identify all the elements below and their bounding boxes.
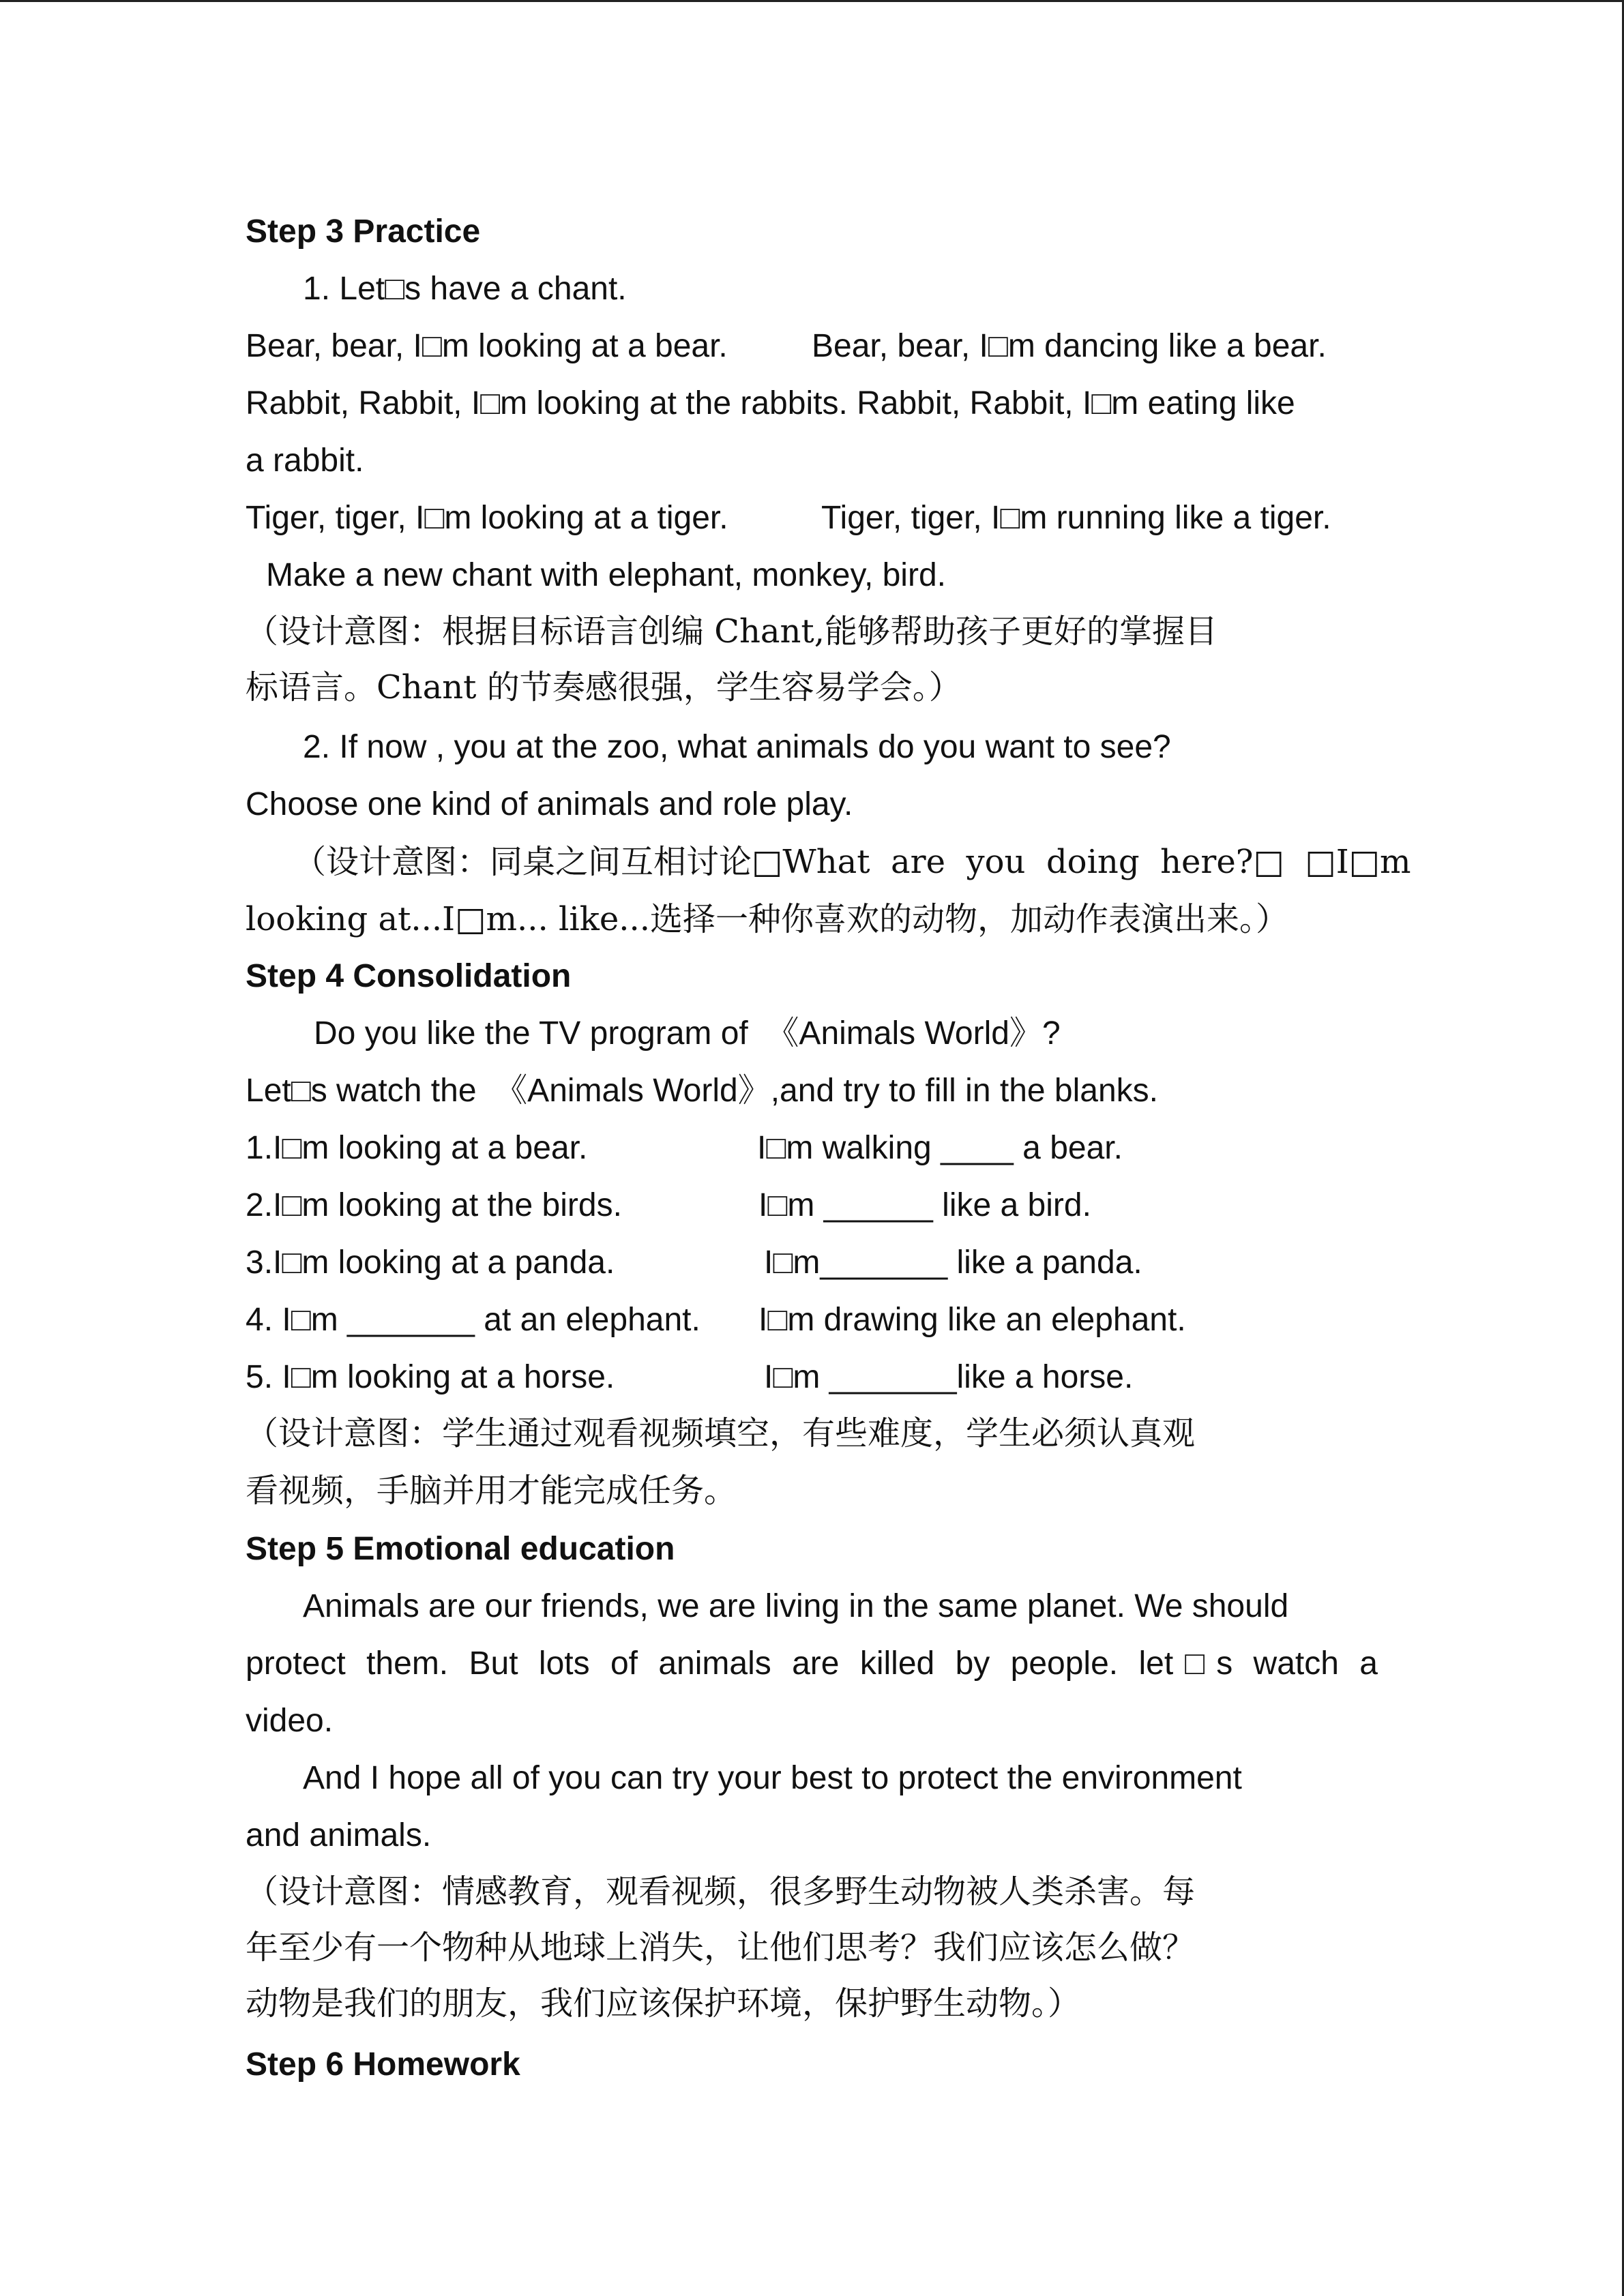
blank-row-1-right: I□m walking ____ a bear. xyxy=(757,1130,1123,1166)
blank-row-5-right: I□m _______like a horse. xyxy=(764,1359,1134,1395)
design-note-3-line1: （设计意图：学生通过观看视频填空，有些难度，学生必须认真观 xyxy=(246,1414,1196,1452)
chant-line3a: Tiger, tiger, I□m looking at a tiger. xyxy=(246,500,728,536)
design-note-4-line3: 动物是我们的朋友，我们应该保护环境，保护野生动物。） xyxy=(246,1984,1081,2023)
design-note-1-line1: （设计意图：根据目标语言创编 Chant,能够帮助孩子更好的掌握目 xyxy=(246,612,1217,651)
blank-row-3-left: 3.I□m looking at a panda. xyxy=(246,1244,615,1281)
blank-row-4-right: I□m drawing like an elephant. xyxy=(758,1302,1186,1338)
step4-heading: Step 4 Consolidation xyxy=(246,958,572,994)
step5-para1-line1: Animals are our friends, we are living in the same planet. We should xyxy=(303,1588,1289,1624)
step5-para1-line3: video. xyxy=(246,1703,334,1739)
design-note-4-line2: 年至少有一个物种从地球上消失，让他们思考？我们应该怎么做？ xyxy=(246,1928,1196,1967)
design-note-4-line1: （设计意图：情感教育，观看视频，很多野生动物被人类杀害。每 xyxy=(246,1873,1196,1911)
step3-item2: 2. If now , you at the zoo, what animals do you want to see? xyxy=(303,729,1171,765)
step6-heading: Step 6 Homework xyxy=(246,2046,520,2083)
new-chant-instruction: Make a new chant with elephant, monkey, bird. xyxy=(266,557,946,593)
blank-row-3-right: I□m_______ like a panda. xyxy=(764,1244,1142,1281)
design-note-1-line2: 标语言。Chant 的节奏感很强，学生容易学会。） xyxy=(246,668,962,706)
blank-row-1-left: 1.I□m looking at a bear. xyxy=(246,1130,588,1166)
step5-para2-line2: and animals. xyxy=(246,1817,432,1853)
role-play-instruction: Choose one kind of animals and role play. xyxy=(246,786,853,822)
blank-row-2-right: I□m ______ like a bird. xyxy=(758,1187,1091,1223)
chant-line3b: Tiger, tiger, I□m running like a tiger. xyxy=(821,500,1331,536)
design-note-2-line1: （设计意图：同桌之间互相讨论□What are you doing here?□ □I□m xyxy=(293,843,1411,881)
design-note-2-line2: looking at...I□m... like...选择一种你喜欢的动物，加动作表演出来。） xyxy=(246,900,1288,938)
tv-program-question: Do you like the TV program of 《Animals World》? xyxy=(314,1015,1061,1052)
step5-para2-line1: And I hope all of you can try your best to protect the environment xyxy=(303,1760,1242,1796)
step3-item1: 1. Let□s have a chant. xyxy=(303,271,627,307)
blank-row-5-left: 5. I□m looking at a horse. xyxy=(246,1359,615,1395)
step5-heading: Step 5 Emotional education xyxy=(246,1531,675,1567)
blank-row-4-left: 4. I□m _______ at an elephant. xyxy=(246,1302,700,1338)
step3-heading: Step 3 Practice xyxy=(246,213,481,250)
chant-line2: Rabbit, Rabbit, I□m looking at the rabbits. Rabbit, Rabbit, I□m eating like xyxy=(246,385,1295,421)
step5-para1-line2: protect them. But lots of animals are killed by people. let□s watch a xyxy=(246,1645,1378,1682)
chant-line1b: Bear, bear, I□m dancing like a bear. xyxy=(812,328,1327,364)
blank-row-2-left: 2.I□m looking at the birds. xyxy=(246,1187,622,1223)
chant-line1a: Bear, bear, I□m looking at a bear. xyxy=(246,328,728,364)
chant-line2-cont: a rabbit. xyxy=(246,443,364,479)
fill-blanks-instruction: Let□s watch the 《Animals World》,and try to fill in the blanks. xyxy=(246,1073,1159,1109)
design-note-3-line2: 看视频，手脑并用才能完成任务。 xyxy=(246,1472,737,1510)
